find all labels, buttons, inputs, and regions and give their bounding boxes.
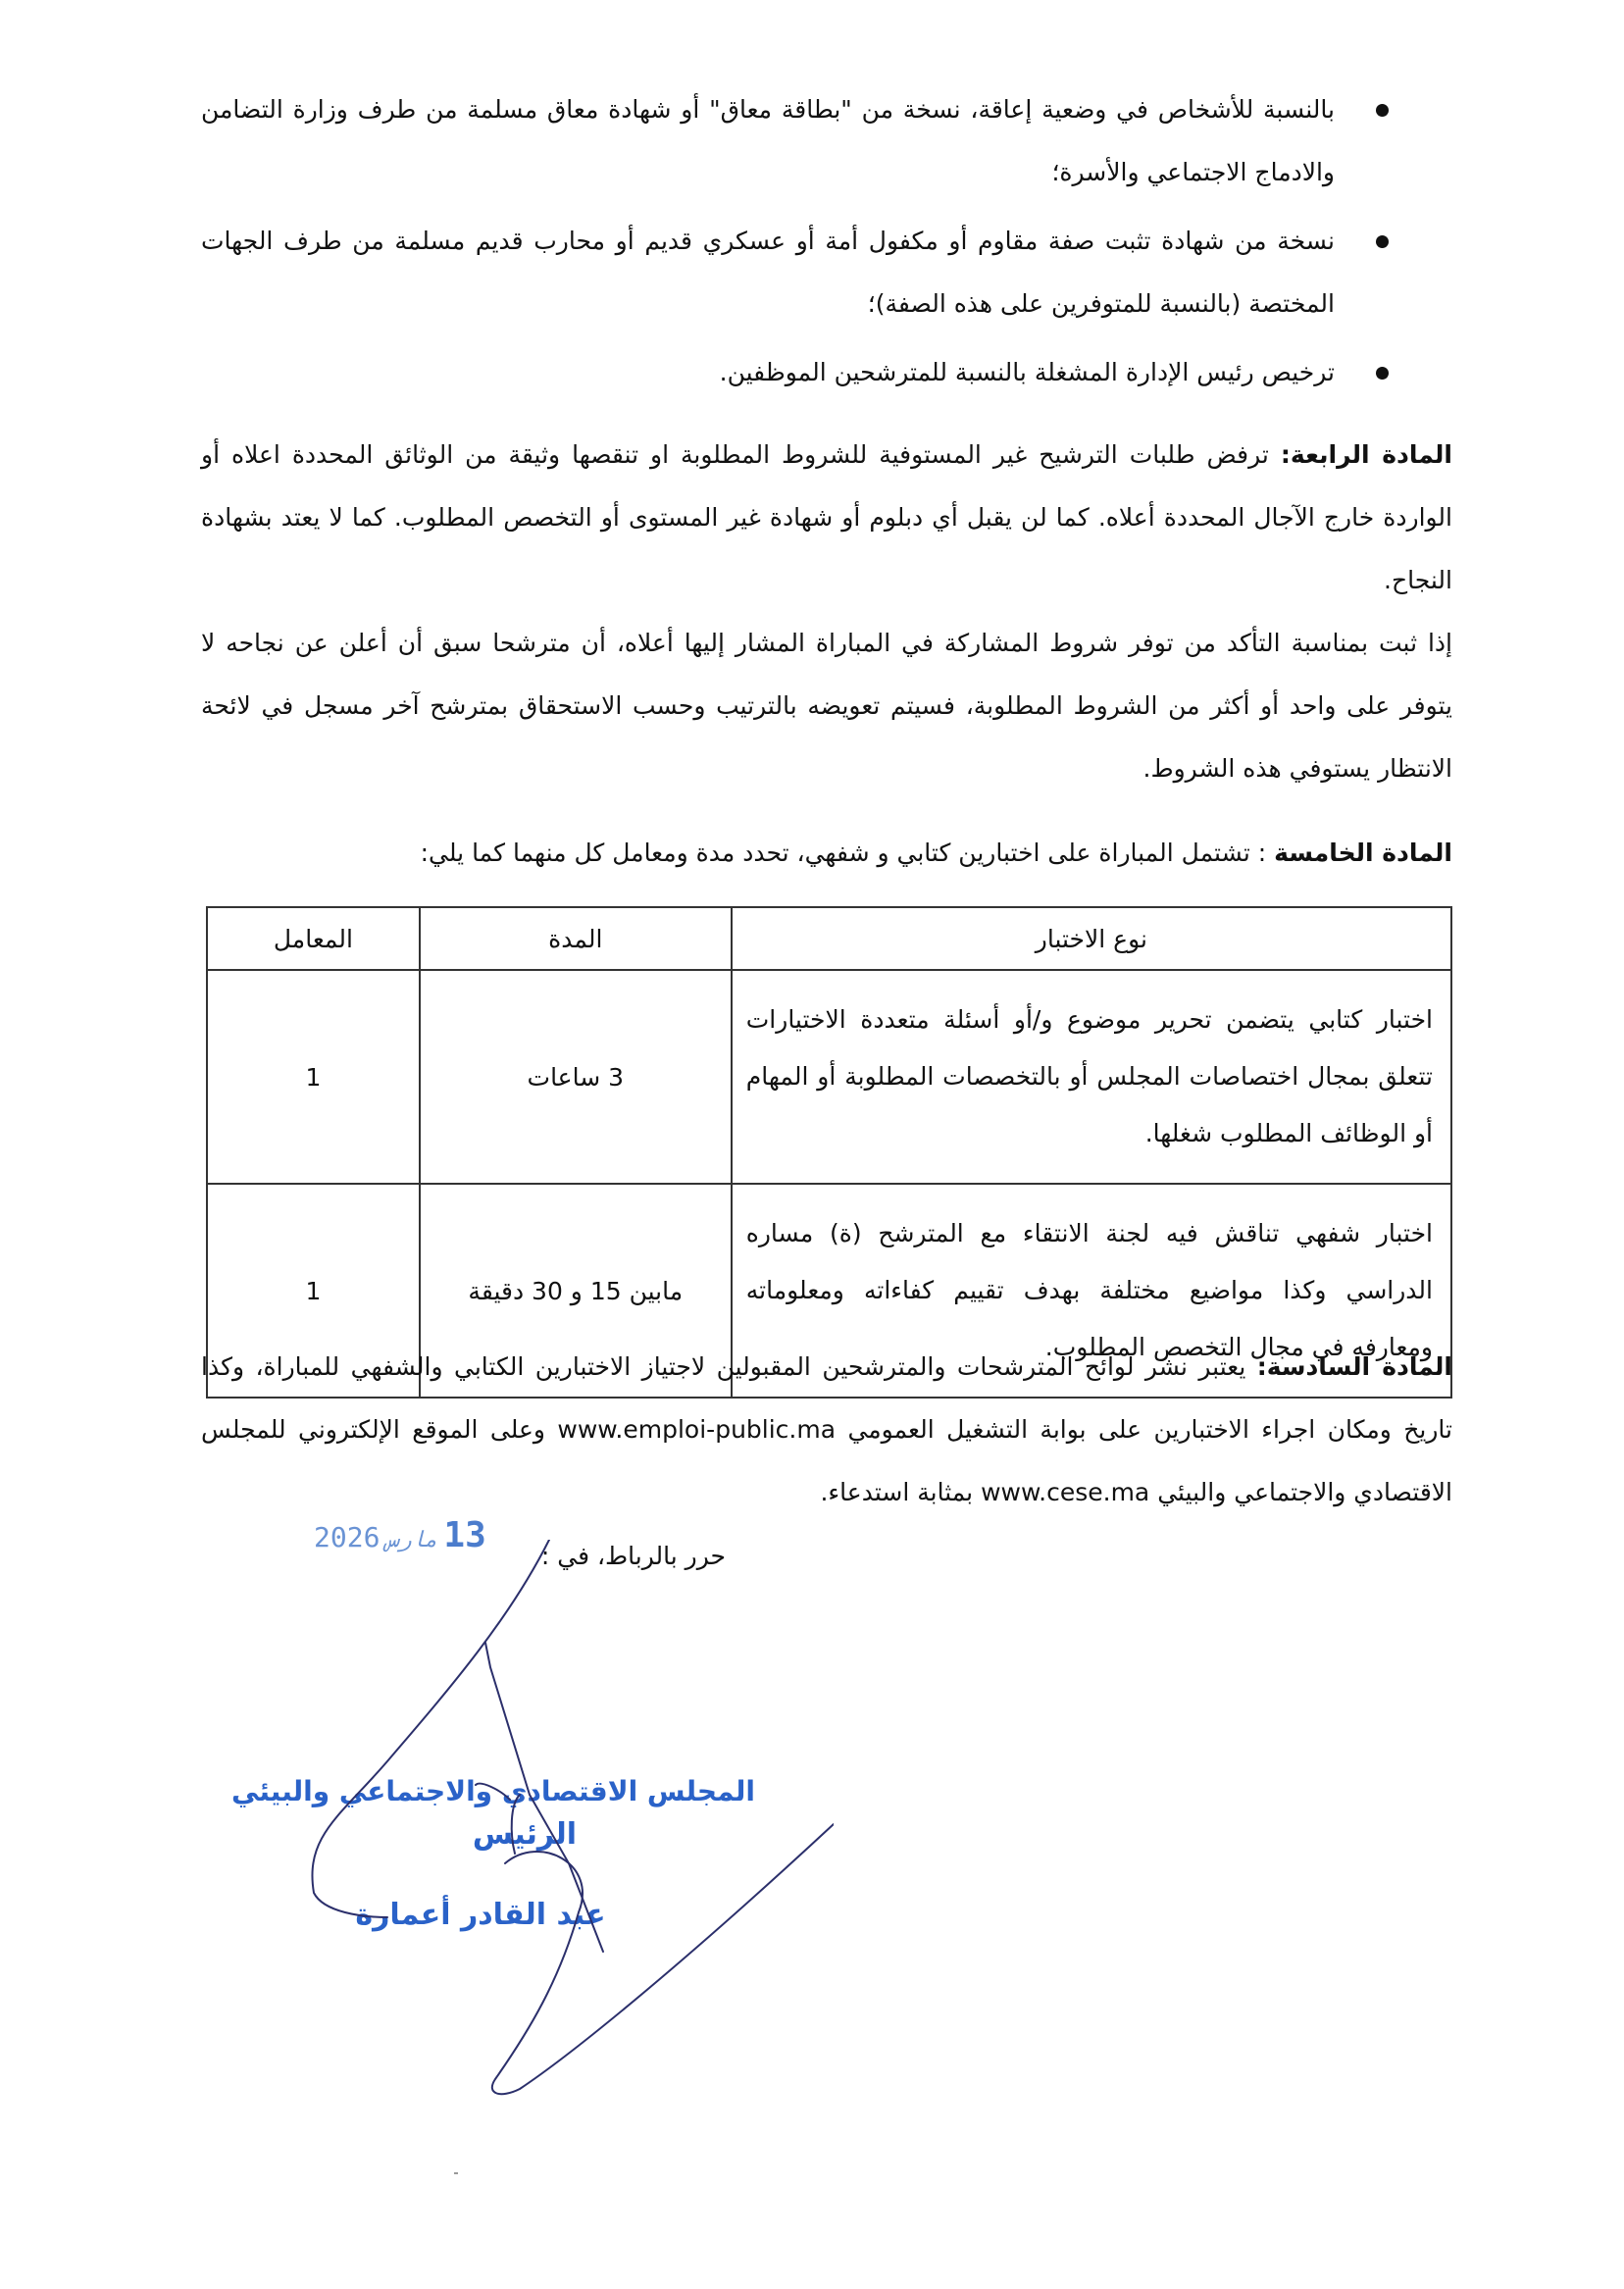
seal-institution: المجلس الاقتصادي والاجتماعي والبيئي — [231, 1775, 755, 1807]
cell-duration: 3 ساعات — [420, 970, 732, 1184]
list-item-text: بالنسبة للأشخاص في وضعية إعاقة، نسخة من "بطاقة معاق" أو شهادة معاق مسلمة من طرف وزارة التضامن والادماج الاجتماعي والأسرة؛ — [201, 95, 1335, 186]
article-6-text-2: وعلى الموقع الإلكتروني للمجلس الاقتصادي والاجتماعي والبيئي — [201, 1415, 1452, 1506]
header-duration: المدة — [420, 907, 732, 970]
cell-coefficient: 1 — [207, 970, 420, 1184]
list-item-text: نسخة من شهادة تثبت صفة مقاوم أو مكفول أمة أو عسكري قديم أو محارب قديم مسلمة من طرف الجهات المختصة (بالنسبة للمتوفرين على هذه الصفة)؛ — [201, 227, 1335, 318]
speck — [454, 2172, 458, 2174]
article-6-text-1: يعتبر نشر لوائح المترشحات والمترشحين المقبولين لاجتياز الاختبارين الكتابي والشفهي للمباراة، وكذا تاريخ ومكان اجراء الاختبارين على بوابة التشغيل العمومي — [201, 1352, 1452, 1444]
seal-title: الرئيس — [472, 1817, 578, 1852]
date-stamp-year: 2026 — [314, 1521, 381, 1553]
article-4 — [201, 424, 1452, 612]
signature-stroke — [476, 1784, 510, 1800]
signature-stroke — [512, 1795, 520, 1854]
article-5-label: المادة الخامسة — [1274, 839, 1452, 867]
list-item — [201, 210, 1389, 335]
header-exam-type: نوع الاختبار — [732, 907, 1451, 970]
list-item — [201, 78, 1389, 204]
table-row — [207, 970, 1451, 1184]
bullet-icon — [1376, 235, 1389, 248]
handwritten-signature — [231, 1540, 834, 2167]
signature-stroke — [312, 1540, 549, 1917]
article-6-text-3: بمثابة استدعاء. — [820, 1478, 982, 1506]
article-6-label: المادة السادسة: — [1256, 1352, 1452, 1381]
header-coefficient: المعامل — [207, 907, 420, 970]
seal-name: عبد القادر أعمارة — [355, 1898, 606, 1932]
signature-stroke — [485, 1643, 603, 1952]
place-of-issue: حرر بالرباط، في : — [540, 1542, 726, 1570]
article-5 — [201, 822, 1452, 885]
cell-exam-type: اختبار شفهي تناقش فيه لجنة الانتقاء مع المترشح (ة) مساره الدراسي وكذا مواضيع مختلفة بهدف تقييم كفاءاته ومعلوماته ومعارفه في مجال التخصص المطلوب. — [732, 1184, 1451, 1398]
required-documents-list — [201, 78, 1389, 410]
signature-stroke — [492, 1824, 834, 2094]
article-4-paragraph-2: إذا ثبت بمناسبة التأكد من توفر شروط المشاركة في المباراة المشار إليها أعلاه، أن مترشحا سبق أن أعلن عن نجاحه لا يتوفر على واحد أو أكثر من الشروط المطلوبة، فسيتم تعويضه بالترتيب وحسب الاستحقاق بمترشح آخر مسجل في لائحة الانتظار يستوفي هذه الشروط. — [201, 629, 1452, 783]
bullet-icon — [1376, 104, 1389, 117]
article-4-text: ترفض طلبات الترشيح غير المستوفية للشروط المطلوبة او تنقصها وثيقة من الوثائق المحددة اعلاه أو الواردة خارج الآجال المحددة أعلاه. كما لن يقبل أي دبلوم أو شهادة غير المستوى أو التخصص المطلوب. كما لا يعتد بشهادة النجاح. — [201, 440, 1452, 594]
table-header-row — [207, 907, 1451, 970]
article-4-label: المادة الرابعة: — [1280, 440, 1452, 469]
list-item — [201, 341, 1389, 404]
cell-duration: مابين 15 و 30 دقيقة — [420, 1184, 732, 1398]
cell-exam-type: اختبار كتابي يتضمن تحرير موضوع و/أو أسئلة متعددة الاختيارات تتعلق بمجال اختصاصات المجلس أو بالتخصصات المطلوبة أو المهام أو الوظائف المطلوب شغلها. — [732, 970, 1451, 1184]
link-emploi-public[interactable]: www.emploi-public.ma — [557, 1415, 837, 1444]
article-6 — [201, 1336, 1452, 1524]
link-cese[interactable]: www.cese.ma — [981, 1478, 1150, 1506]
cell-coefficient: 1 — [207, 1184, 420, 1398]
article-5-text: : تشتمل المباراة على اختبارين كتابي و شفهي، تحدد مدة ومعامل كل منهما كما يلي: — [420, 839, 1275, 867]
date-stamp-month: مارس — [385, 1528, 438, 1552]
bullet-icon — [1376, 367, 1389, 380]
exam-table — [206, 906, 1452, 1399]
list-item-text: ترخيص رئيس الإدارة المشغلة بالنسبة للمترشحين الموظفين. — [719, 358, 1335, 386]
date-stamp-day: 13 — [443, 1515, 486, 1555]
